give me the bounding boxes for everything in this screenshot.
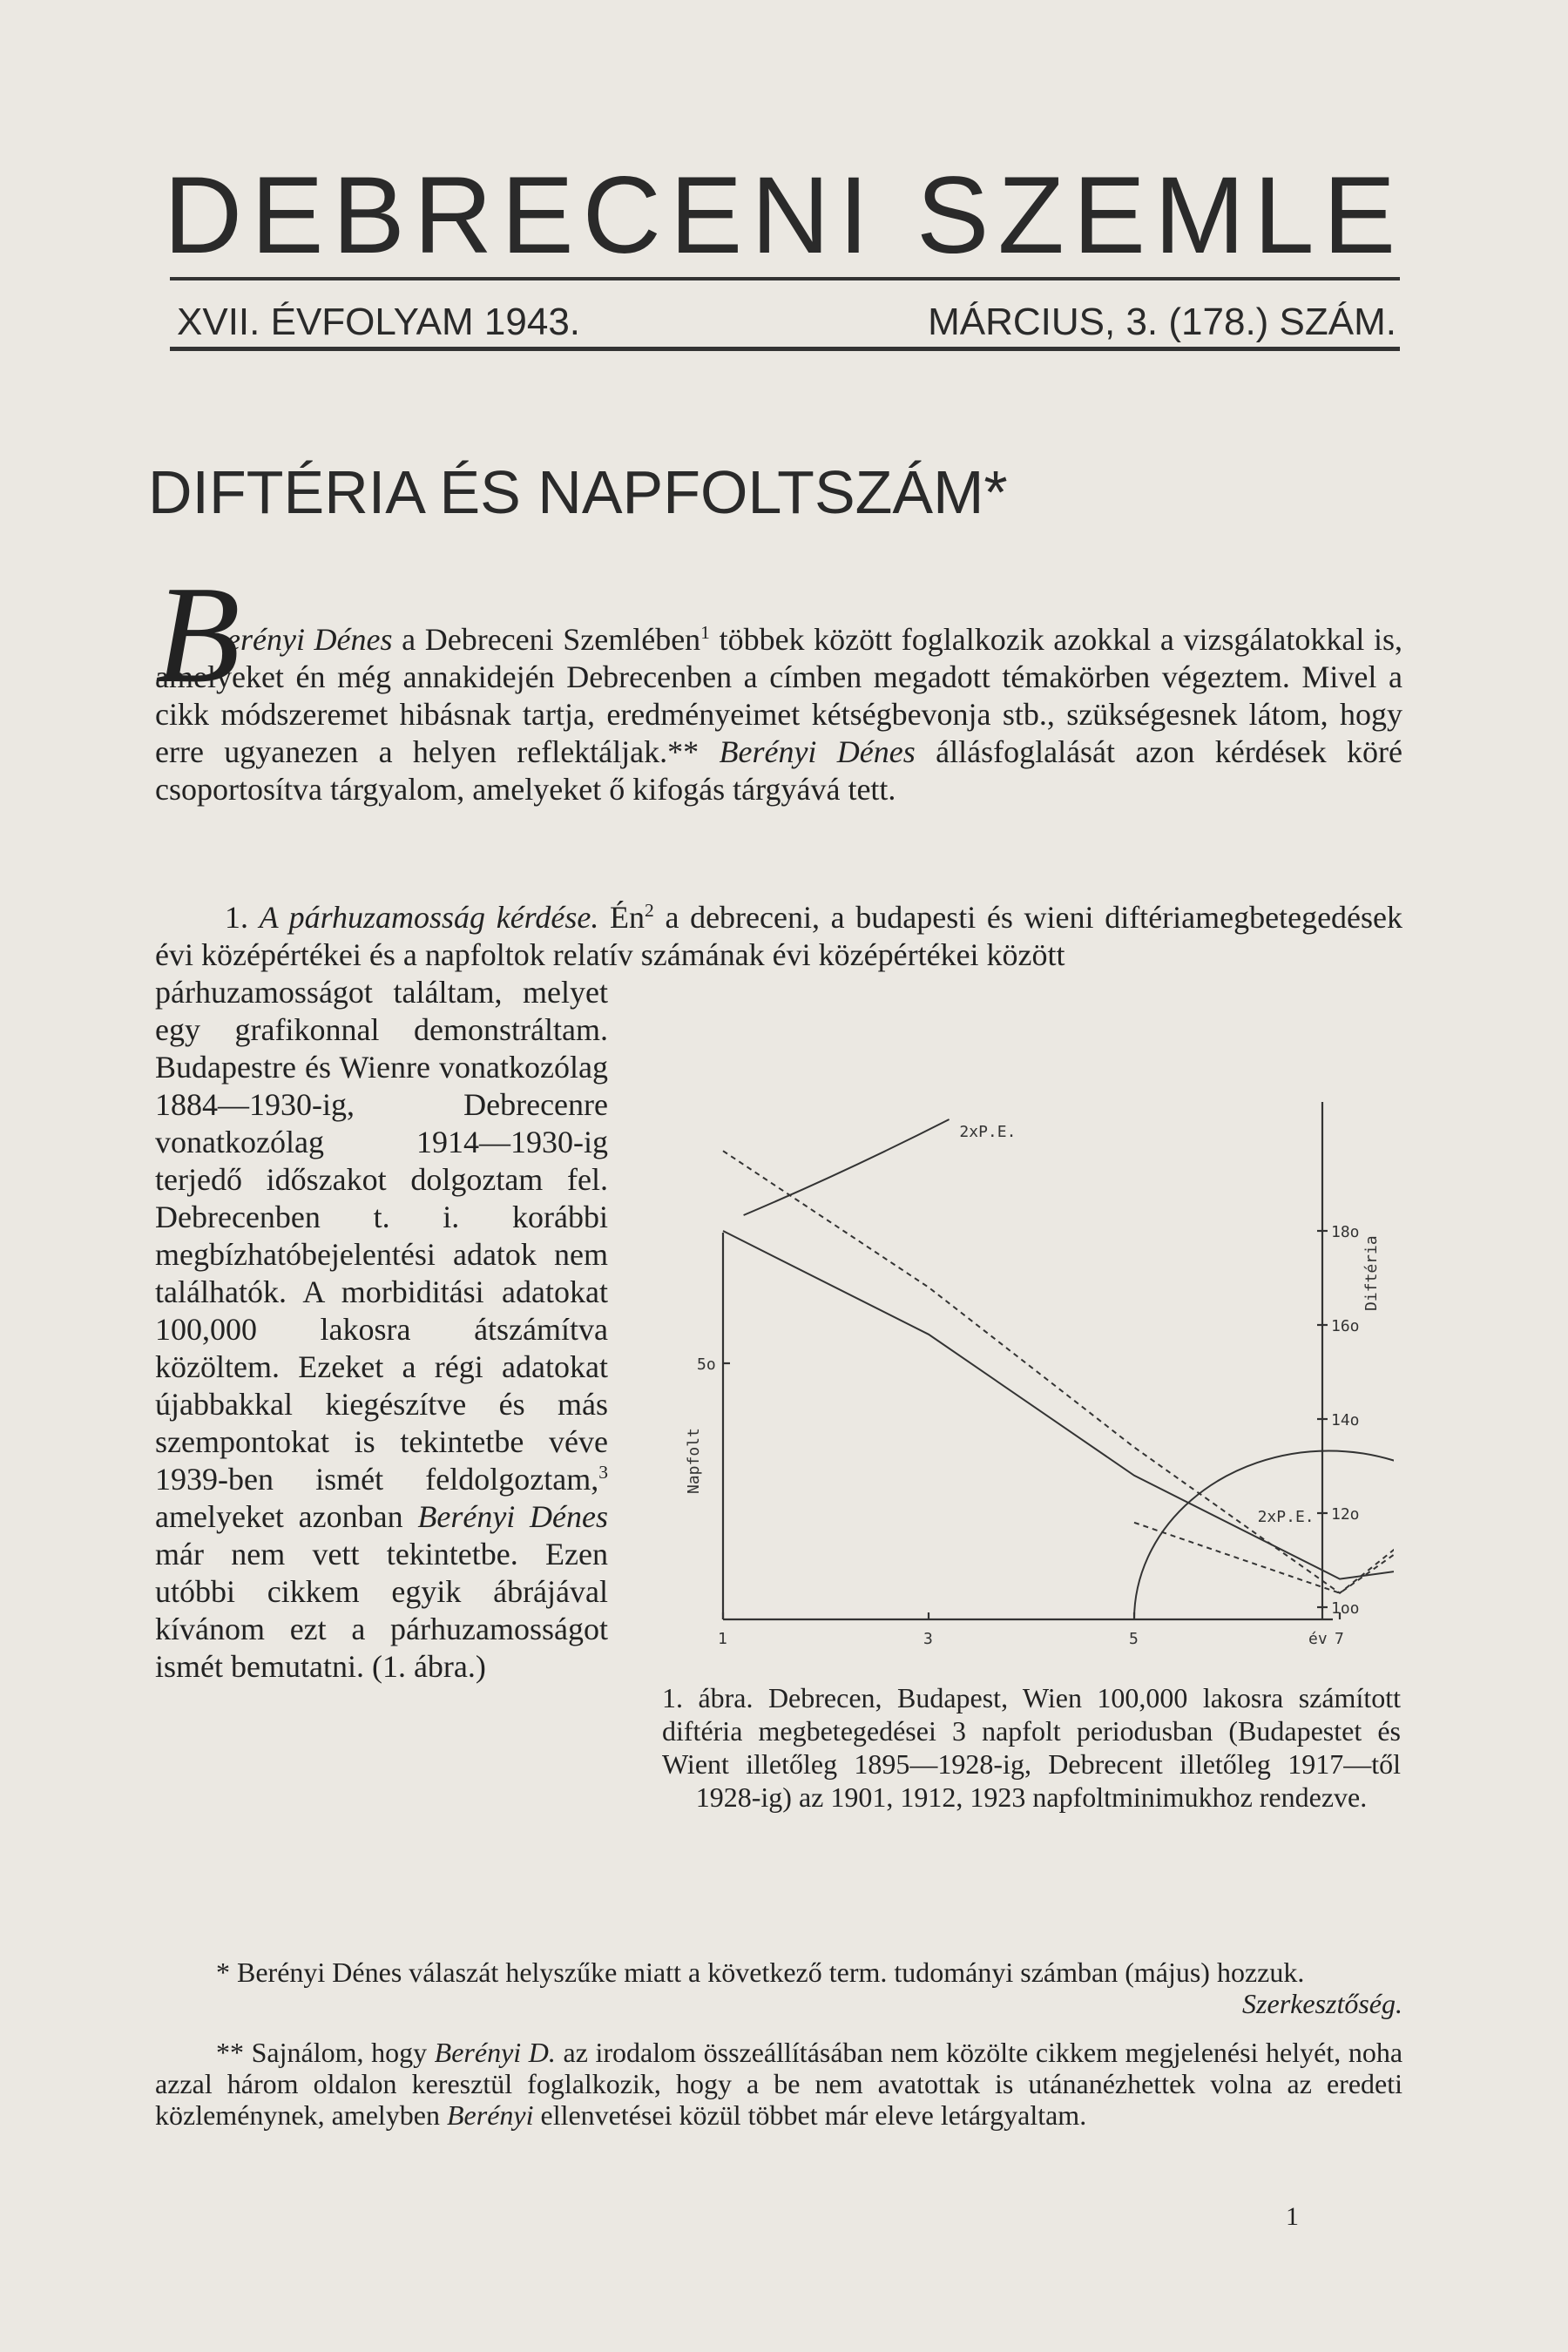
y-right-tick-label: 18o — [1331, 1223, 1360, 1241]
issue-label: MÁRCIUS, 3. (178.) SZÁM. — [928, 301, 1396, 343]
paragraph-parallelism-continued: párhuzamosságot találtam, melyet egy grafikonnal demonstráltam. Budapestre és Wienre vonatkozólag 1884—1930-ig, Debrecenre vonatkozólag 1914—1930-ig terjedő időszakot dolgoztam fel. Debrecenben t. i. korábbi megbízhatóbejelentési adatok nem találhatók. A morbiditási adatokat 100,000 lakosra átszámítva közöltem. Ezeket a régi adatokat újabbakkal kiegészítve és más szempontokat is tekintetbe véve 1939-ben ismét feldolgoztam,$^3$ amelyeket azonban Berényi Dénes már nem vett tekintetbe. Ezen utóbbi cikkem egyik ábrájával kívánom ezt a párhuzamosságot ismét bemutatni. (1. ábra.) — [155, 975, 609, 1684]
x-tick-label: 7 — [1335, 1630, 1344, 1648]
x-axis-label: év — [1308, 1630, 1328, 1648]
sunspot-arc-left — [744, 1119, 950, 1215]
volume-line — [177, 301, 1396, 344]
paragraph-intro — [155, 621, 1402, 808]
y-right-tick-label: 16o — [1331, 1317, 1360, 1335]
y-right-tick-label: 1oo — [1331, 1599, 1360, 1618]
annotation-1: 2xP.E. — [959, 1123, 1017, 1141]
x-tick-label: 1 — [718, 1630, 727, 1648]
figure-caption: 1. ábra. Debrecen, Budapest, Wien 100,000 lakosra számított diftéria megbetegedései 3 napfolt periodusban (Budapestet és Wient illetőleg 1895—1928-ig, Debrecent illetőleg 1917—től 1928-ig) az 1901, 1912, 1923 napfoltminimukhoz rendezve. — [662, 1682, 1401, 1813]
volume-label: XVII. ÉVFOLYAM 1943. — [177, 301, 581, 343]
article-headline: DIFTÉRIA ÉS NAPFOLTSZÁM* — [148, 458, 1008, 526]
masthead-bottom-rule — [170, 347, 1400, 351]
y-right-tick-label: 12o — [1331, 1505, 1360, 1524]
footnote-2-text: ** Sajnálom, hogy Berényi D. az irodalom összeállításában nem közölte cikkem megjelenési helyét, noha azzal három oldalon keresztül foglalkozik, hogy a be nem avatottak is utánanézhettek volna az eredeti közleménynek, amelyben Berényi ellenvetései közül többet már eleve letárgyaltam. — [155, 2037, 1403, 2131]
intro-text: erényi Dénes a Debreceni Szemlében$^1$ többek között foglalkozik azokkal a vizsgálatokkal is, amelyeket én még annakidején Debrecenben a címben megadott témakörben végeztem. Mivel a cikk módszeremet hibásnak tartja, eredményeimet kétségbevonja stb., szükségesnek látom, hogy erre ugyanezen a helyen reflektáljak.** Berényi Dénes állásfoglalását azon kérdések köré csoportosítva tárgyalom, amelyeket ő kifogás tárgyává tett. — [155, 622, 1402, 807]
y-right-tick-label: 14o — [1331, 1411, 1360, 1429]
paragraph-parallelism — [155, 899, 1402, 974]
footnote-2 — [155, 2037, 1402, 2131]
masthead-title: DEBRECENI SZEMLE — [163, 155, 1405, 276]
x-tick-label: 5 — [1129, 1630, 1139, 1648]
footnote-1-text: * Berényi Dénes válaszát helyszűke miatt a következő term. tudományi számban (május) hozzuk. — [216, 1957, 1305, 1988]
footnote-1-signature: Szerkesztőség. — [1242, 1988, 1402, 2019]
masthead-top-rule — [170, 277, 1400, 280]
y-left-axis-label: Napfolt — [685, 1428, 703, 1494]
drop-cap: B — [155, 557, 240, 712]
y-right-axis-label: Diftéria — [1362, 1235, 1381, 1311]
figure-1-chart — [662, 1067, 1394, 1677]
annotation-3: 2xP.E. — [1257, 1508, 1315, 1526]
footnote-1 — [155, 1957, 1402, 2019]
y-left-tick-label: 5o — [697, 1355, 716, 1374]
page-number: 1 — [1286, 2202, 1299, 2231]
x-tick-label: 3 — [923, 1630, 933, 1648]
parallelism-text: 1. A párhuzamosság kérdése. $Én^2$ a debreceni, a budapesti és wieni diftériamegbetegedések évi középértékei és a napfoltok relatív számának évi középértékei között — [155, 900, 1403, 972]
